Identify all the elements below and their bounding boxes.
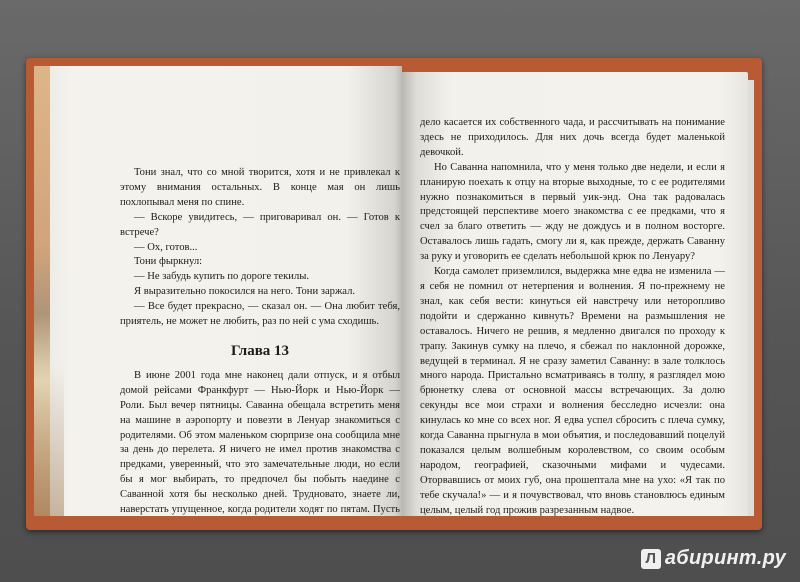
paragraph: — Не забудь купить по дороге текилы. bbox=[134, 271, 310, 283]
watermark-text: абиринт.ру bbox=[664, 547, 786, 569]
chapter-title: Глава 13 bbox=[230, 342, 290, 359]
paragraph: Тони фыркнул: bbox=[134, 256, 203, 268]
paragraph: Тони знал, что со мной творится, хотя и не привлекал к этому внимания остальных. В конце мая он лишь похлопывал меня по спине. bbox=[120, 167, 400, 208]
left-page bbox=[34, 66, 402, 516]
right-page bbox=[402, 72, 748, 516]
paragraph: — Вскоре увидитесь, — приговаривал он. — Готов к встрече? bbox=[120, 211, 400, 238]
watermark bbox=[641, 547, 786, 570]
labirint-logo-icon: Л bbox=[641, 549, 661, 569]
left-bottom-paragraphs bbox=[120, 369, 400, 516]
paragraph: В июне 2001 года мне наконец дали отпуск, и я отбыл домой рейсами Франкфурт — Нью-Йорк и Нью-Йорк — Роли. Был вечер пятницы. Саванна обещала встретить меня на машине в аэропорту и повезти в Ленуар знакомиться с родителями. Об этом маленьком сюрпризе она сообщила мне за день до перелета. Я ничего не имел против знакомства с предками, уверенный, что это замечательные люди, но если бы я мог выбирать, то предпочел бы побыть наедине с Саванной хотя бы несколько дней. Трудновато, знаете ли, наверстать упущенное, когда родители ходят по пятам. Пусть bbox=[120, 369, 400, 516]
paragraph: дело касается их собственного чада, и рассчитывать на понимание здесь не приходилось. Для них дочь всегда будет маленькой девочкой. bbox=[420, 117, 725, 158]
left-page-text bbox=[120, 166, 400, 516]
right-paragraphs bbox=[420, 116, 725, 516]
paragraph: — Ох, готов... bbox=[134, 241, 198, 253]
left-top-paragraphs bbox=[120, 166, 400, 330]
paragraph: Но Саванна напомнила, что у меня только две недели, и если я планирую поехать к отцу на вторые выходные, то с ее родителями нужно познакомиться в первый уик-энд. Она так радовалась предстоящей перспективе моего знакомства с ее предками, что я счел за благо ответить — жду не дождусь и в полном восторге. Оставалось лишь гадать, смогу ли я, как прежде, держать Саванну за руку и уговорить ее сделать небольшой крюк по Ленуару? bbox=[420, 161, 725, 263]
paragraph: Я выразительно покосился на него. Тони заржал. bbox=[134, 286, 356, 298]
paragraph: Когда самолет приземлился, выдержка мне едва не изменила — я себя не помнил от нетерпения и волнения. Я по-прежнему не знал, как себя вести: кинуться ей навстречу или неторопливо подойти и сдержанно кивнуть? Времени на размышления не оставалось. Ничего не решив, я медленно двигался по проходу к трапу. Закинув сумку на плечо, я сбежал по наклонной дорожке, ведущей в терминал. Я не сразу заметил Саванну: в зале толклось много народа. Пристально всматриваясь в толпу, я разглядел мою брюнетку слева от основной массы встречающих. За долю секунды все мои страхи и волнения бесследно исчезли: она кинулась ко мне со всех ног. Я едва успел сбросить с плеча сумку, когда Саванна прыгнула в мои объятия, и последовавший поцелуй показался целым волшебным королевством, со своим особым народом, географией, сказочными мифами и чудесами. Оторвавшись от моих губ, она прошептала мне на ухо: «Я так по тебе скучала!» — и я почувствовал, что вновь становлюсь единым целым, целый год прожив разрезанным надвое. bbox=[420, 266, 725, 516]
page-shadow bbox=[34, 366, 64, 516]
right-page-text bbox=[420, 116, 725, 516]
paragraph: — Все будет прекрасно, — сказал он. — Она любит тебя, приятель, не может не любить, раз по ней с ума сходишь. bbox=[120, 301, 400, 328]
